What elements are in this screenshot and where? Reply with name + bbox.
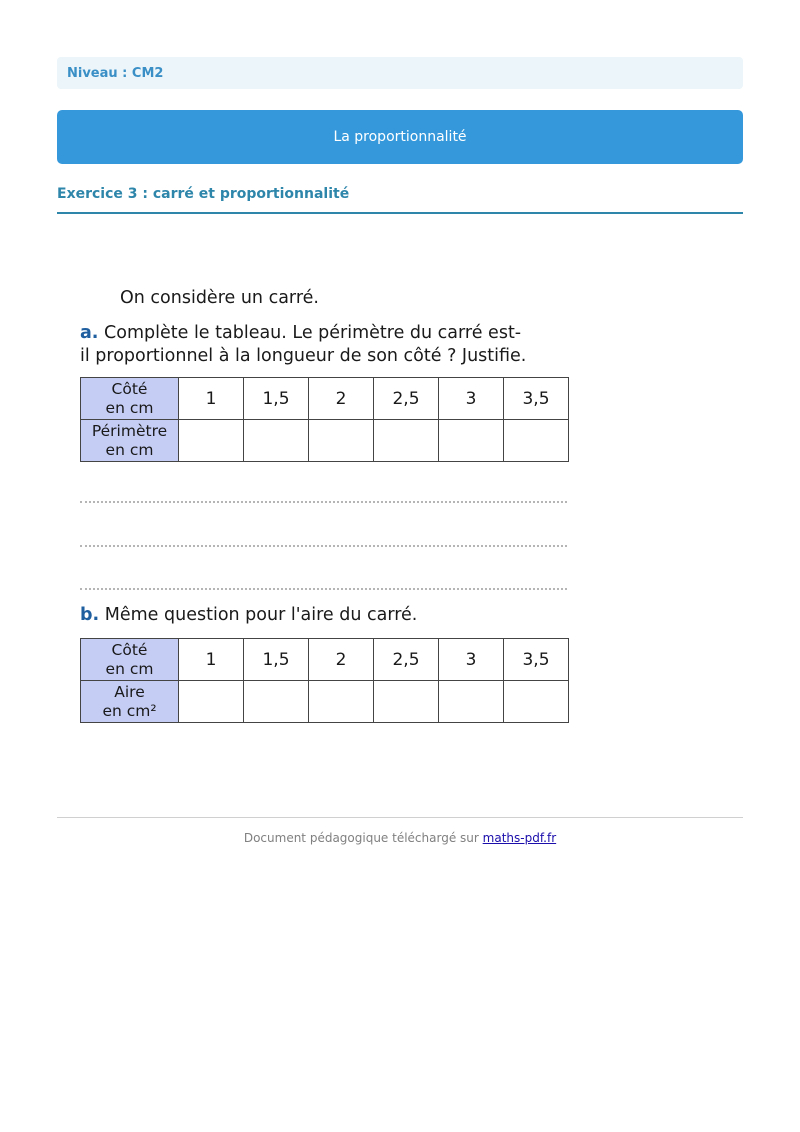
- page-title-banner: [57, 110, 743, 164]
- question-a-letter: a.: [80, 323, 99, 343]
- side-value-cell: 2,5: [374, 378, 439, 420]
- answer-cell[interactable]: [439, 681, 504, 723]
- row-header-line: Périmètre: [91, 421, 168, 440]
- answer-cell[interactable]: [244, 681, 309, 723]
- side-value-cell: 1: [179, 639, 244, 681]
- question-b: [80, 604, 417, 627]
- row-header-line: Côté: [111, 379, 148, 398]
- answer-cell[interactable]: [439, 420, 504, 462]
- row-header-perimetre: [81, 420, 179, 462]
- answer-cell[interactable]: [179, 681, 244, 723]
- table-row: [81, 378, 569, 420]
- exercise-intro: On considère un carré.: [120, 288, 319, 308]
- row-header-cote: [81, 378, 179, 420]
- table-area: [80, 638, 569, 723]
- side-value-cell: 2: [309, 639, 374, 681]
- question-b-text: Même question pour l'aire du carré.: [104, 605, 418, 625]
- row-header-line: Aire: [114, 682, 145, 701]
- answer-cell[interactable]: [504, 681, 569, 723]
- row-header-line: en cm: [105, 398, 154, 417]
- row-header-cote: [81, 639, 179, 681]
- footer: [57, 831, 743, 845]
- answer-cell[interactable]: [244, 420, 309, 462]
- row-header-line: Côté: [111, 640, 148, 659]
- answer-line[interactable]: [80, 501, 567, 503]
- row-header-line: en cm: [105, 659, 154, 678]
- row-header-line: en cm: [105, 440, 154, 459]
- table-perimeter: [80, 377, 569, 462]
- exercise-title: Exercice 3 : carré et proportionnalité: [57, 186, 350, 202]
- answer-cell[interactable]: [179, 420, 244, 462]
- page-title: La proportionnalité: [333, 129, 467, 145]
- answer-cell[interactable]: [309, 681, 374, 723]
- side-value-cell: 3: [439, 378, 504, 420]
- side-value-cell: 3,5: [504, 639, 569, 681]
- row-header-line: en cm²: [102, 701, 157, 720]
- side-value-cell: 2,5: [374, 639, 439, 681]
- answer-line[interactable]: [80, 545, 567, 547]
- question-a-line1: Complète le tableau. Le périmètre du carré est-: [104, 323, 522, 343]
- answer-cell[interactable]: [374, 681, 439, 723]
- question-a: [80, 322, 526, 368]
- question-b-letter: b.: [80, 605, 100, 625]
- footer-divider: [57, 817, 743, 818]
- answer-line[interactable]: [80, 588, 567, 590]
- row-header-aire: [81, 681, 179, 723]
- side-value-cell: 1: [179, 378, 244, 420]
- side-value-cell: 3,5: [504, 378, 569, 420]
- answer-cell[interactable]: [504, 420, 569, 462]
- answer-cell[interactable]: [309, 420, 374, 462]
- table-row: [81, 681, 569, 723]
- answer-cell[interactable]: [374, 420, 439, 462]
- side-value-cell: 1,5: [244, 378, 309, 420]
- side-value-cell: 3: [439, 639, 504, 681]
- footer-link[interactable]: maths-pdf.fr: [482, 831, 557, 845]
- table-row: [81, 639, 569, 681]
- level-label: Niveau : CM2: [57, 57, 743, 89]
- side-value-cell: 1,5: [244, 639, 309, 681]
- exercise-title-underline: [57, 212, 743, 214]
- table-row: [81, 420, 569, 462]
- question-a-line2: il proportionnel à la longueur de son côté ? Justifie.: [80, 346, 527, 366]
- side-value-cell: 2: [309, 378, 374, 420]
- footer-text: Document pédagogique téléchargé sur: [243, 831, 479, 845]
